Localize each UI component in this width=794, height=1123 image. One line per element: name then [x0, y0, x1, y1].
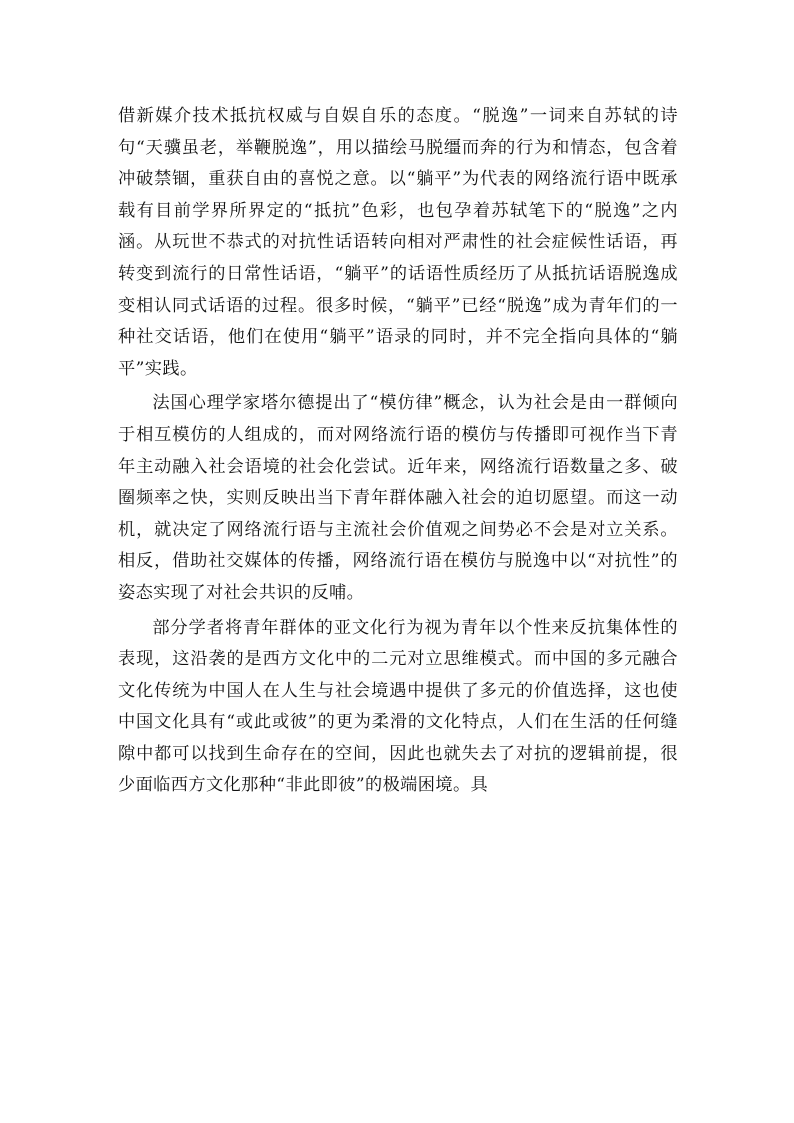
paragraph-3: 部分学者将青年群体的亚文化行为视为青年以个性来反抗集体性的表现，这沿袭的是西方文化中的二元对立思维模式。而中国的多元融合文化传统为中国人在人生与社会境遇中提供了多元的价值选择，这也使中国文化具有“或此或彼”的更为柔滑的文化特点，人们在生活的任何缝隙中都可以找到生命存在的空间，因此也就失去了对抗的逻辑前提，很少面临西方文化那种“非此即彼”的极端困境。具 [118, 617, 678, 796]
paragraph-2: 法国心理学家塔尔德提出了“模仿律”概念，认为社会是由一群倾向于相互模仿的人组成的，而对网络流行语的模仿与传播即可视作当下青年主动融入社会语境的社会化尝试。近年来，网络流行语数量之多、破圈频率之快，实则反映出当下青年群体融入社会的迫切愿望。而这一动机，就决定了网络流行语与主流社会价值观之间势必不会是对立关系。相反，借助社交媒体的传播，网络流行语在模仿与脱逸中以“对抗性”的姿态实现了对社会共识的反哺。 [118, 393, 678, 603]
document-body [118, 101, 678, 805]
paragraph-1: 借新媒介技术抵抗权威与自娱自乐的态度。“脱逸”一词来自苏轼的诗句“天骥虽老，举鞭脱逸”，用以描绘马脱缰而奔的行为和情态，包含着冲破禁锢，重获自由的喜悦之意。以“躺平”为代表的网络流行语中既承载有目前学界所界定的“抵抗”色彩，也包孕着苏轼笔下的“脱逸”之内涵。从玩世不恭式的对抗性话语转向相对严肃性的社会症候性话语，再转变到流行的日常性话语，“躺平”的话语性质经历了从抵抗话语脱逸成变相认同式话语的过程。很多时候，“躺平”已经“脱逸”成为青年们的一种社交话语，他们在使用“躺平”语录的同时，并不完全指向具体的“躺平”实践。 [118, 106, 678, 379]
